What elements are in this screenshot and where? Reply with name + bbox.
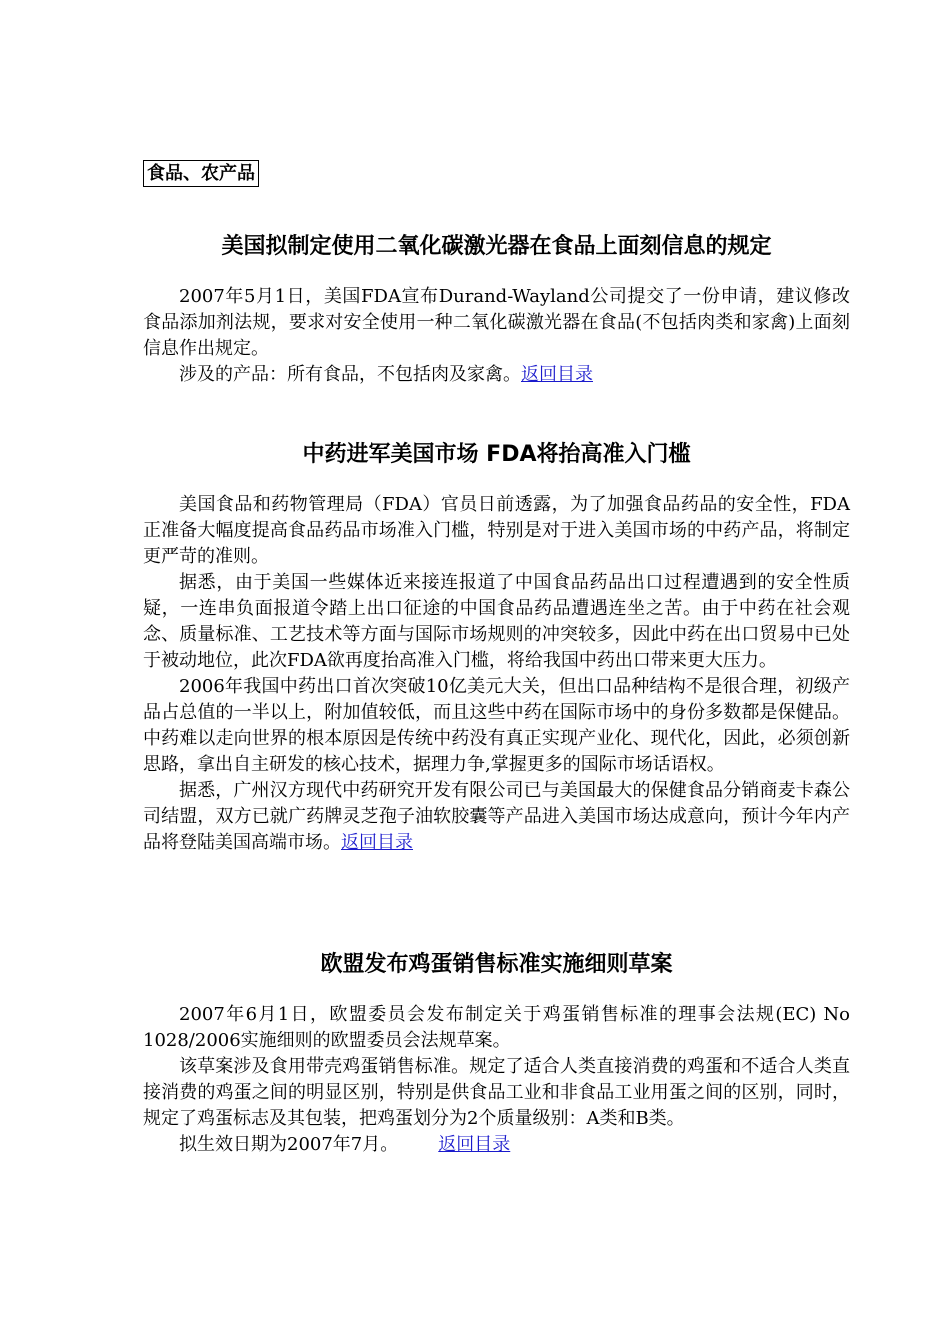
section-label: 食品、农产品 <box>143 160 259 187</box>
article-eu-eggs <box>143 950 850 1158</box>
article-title: 欧盟发布鸡蛋销售标准实施细则草案 <box>320 952 673 977</box>
article-title: 中药进军美国市场 FDA将抬高准入门槛 <box>302 442 691 467</box>
article-paragraph: 2006年我国中药出口首次突破10亿美元大关，但出口品种结构不是很合理，初级产品占总值的一半以上，附加值较低，而且这些中药在国际市场中的身份多数都是保健品。中药难以走向世界的根本原因是传统中药没有真正实现产业化、现代化，因此，必须创新思路，拿出自主研发的核心技术，据理力争,掌握更多的国际市场话语权。 <box>143 676 850 775</box>
article-paragraph: 2007年5月1日，美国FDA宣布Durand-Wayland公司提交了一份申请，建议修改食品添加剂法规，要求对安全使用一种二氧化碳激光器在食品(不包括肉类和家禽)上面刻信息作出规定。 <box>143 286 850 359</box>
paragraph-text: 涉及的产品：所有食品，不包括肉及家禽。 <box>179 364 521 385</box>
article-paragraph: 该草案涉及食用带壳鸡蛋销售标准。规定了适合人类直接消费的鸡蛋和不适合人类直接消费的鸡蛋之间的明显区别，特别是供食品工业和非食品工业用蛋之间的区别，同时，规定了鸡蛋标志及其包装，把鸡蛋划分为2个质量级别：A类和B类。 <box>143 1056 850 1129</box>
back-to-contents-link[interactable]: 返回目录 <box>341 832 413 853</box>
article-paragraph-with-link <box>143 362 850 388</box>
back-to-contents-link[interactable]: 返回目录 <box>438 1134 511 1155</box>
article-paragraph: 据悉，由于美国一些媒体近来接连报道了中国食品药品出口过程遭遇到的安全性质疑，一连串负面报道令踏上出口征途的中国食品药品遭遇连坐之苦。由于中药在社会观念、质量标准、工艺技术等方面与国际市场规则的冲突较多，因此中药在出口贸易中已处于被动地位，此次FDA欲再度抬高准入门槛，将给我国中药出口带来更大压力。 <box>143 572 850 671</box>
article-tcm-fda <box>143 440 850 856</box>
paragraph-text: 拟生效日期为2007年7月。 <box>179 1134 399 1155</box>
article-title: 美国拟制定使用二氧化碳激光器在食品上面刻信息的规定 <box>221 234 772 259</box>
article-laser-engraving <box>143 232 850 388</box>
paragraph-text: 据悉，广州汉方现代中药研究开发有限公司已与美国最大的保健食品分销商麦卡森公司结盟，双方已就广药牌灵芝孢子油软胶囊等产品进入美国市场达成意向，预计今年内产品将登陆美国高端市场。 <box>143 780 850 853</box>
article-paragraph: 美国食品和药物管理局（FDA）官员日前透露，为了加强食品药品的安全性，FDA正准备大幅度提高食品药品市场准入门槛，特别是对于进入美国市场的中药产品，将制定更严苛的准则。 <box>143 494 850 567</box>
article-paragraph-with-link <box>143 1132 850 1158</box>
article-paragraph: 2007年6月1日，欧盟委员会发布制定关于鸡蛋销售标准的理事会法规(EC) No 1028/2006实施细则的欧盟委员会法规草案。 <box>143 1004 850 1051</box>
back-to-contents-link[interactable]: 返回目录 <box>521 364 593 385</box>
article-paragraph-with-link <box>143 778 850 856</box>
